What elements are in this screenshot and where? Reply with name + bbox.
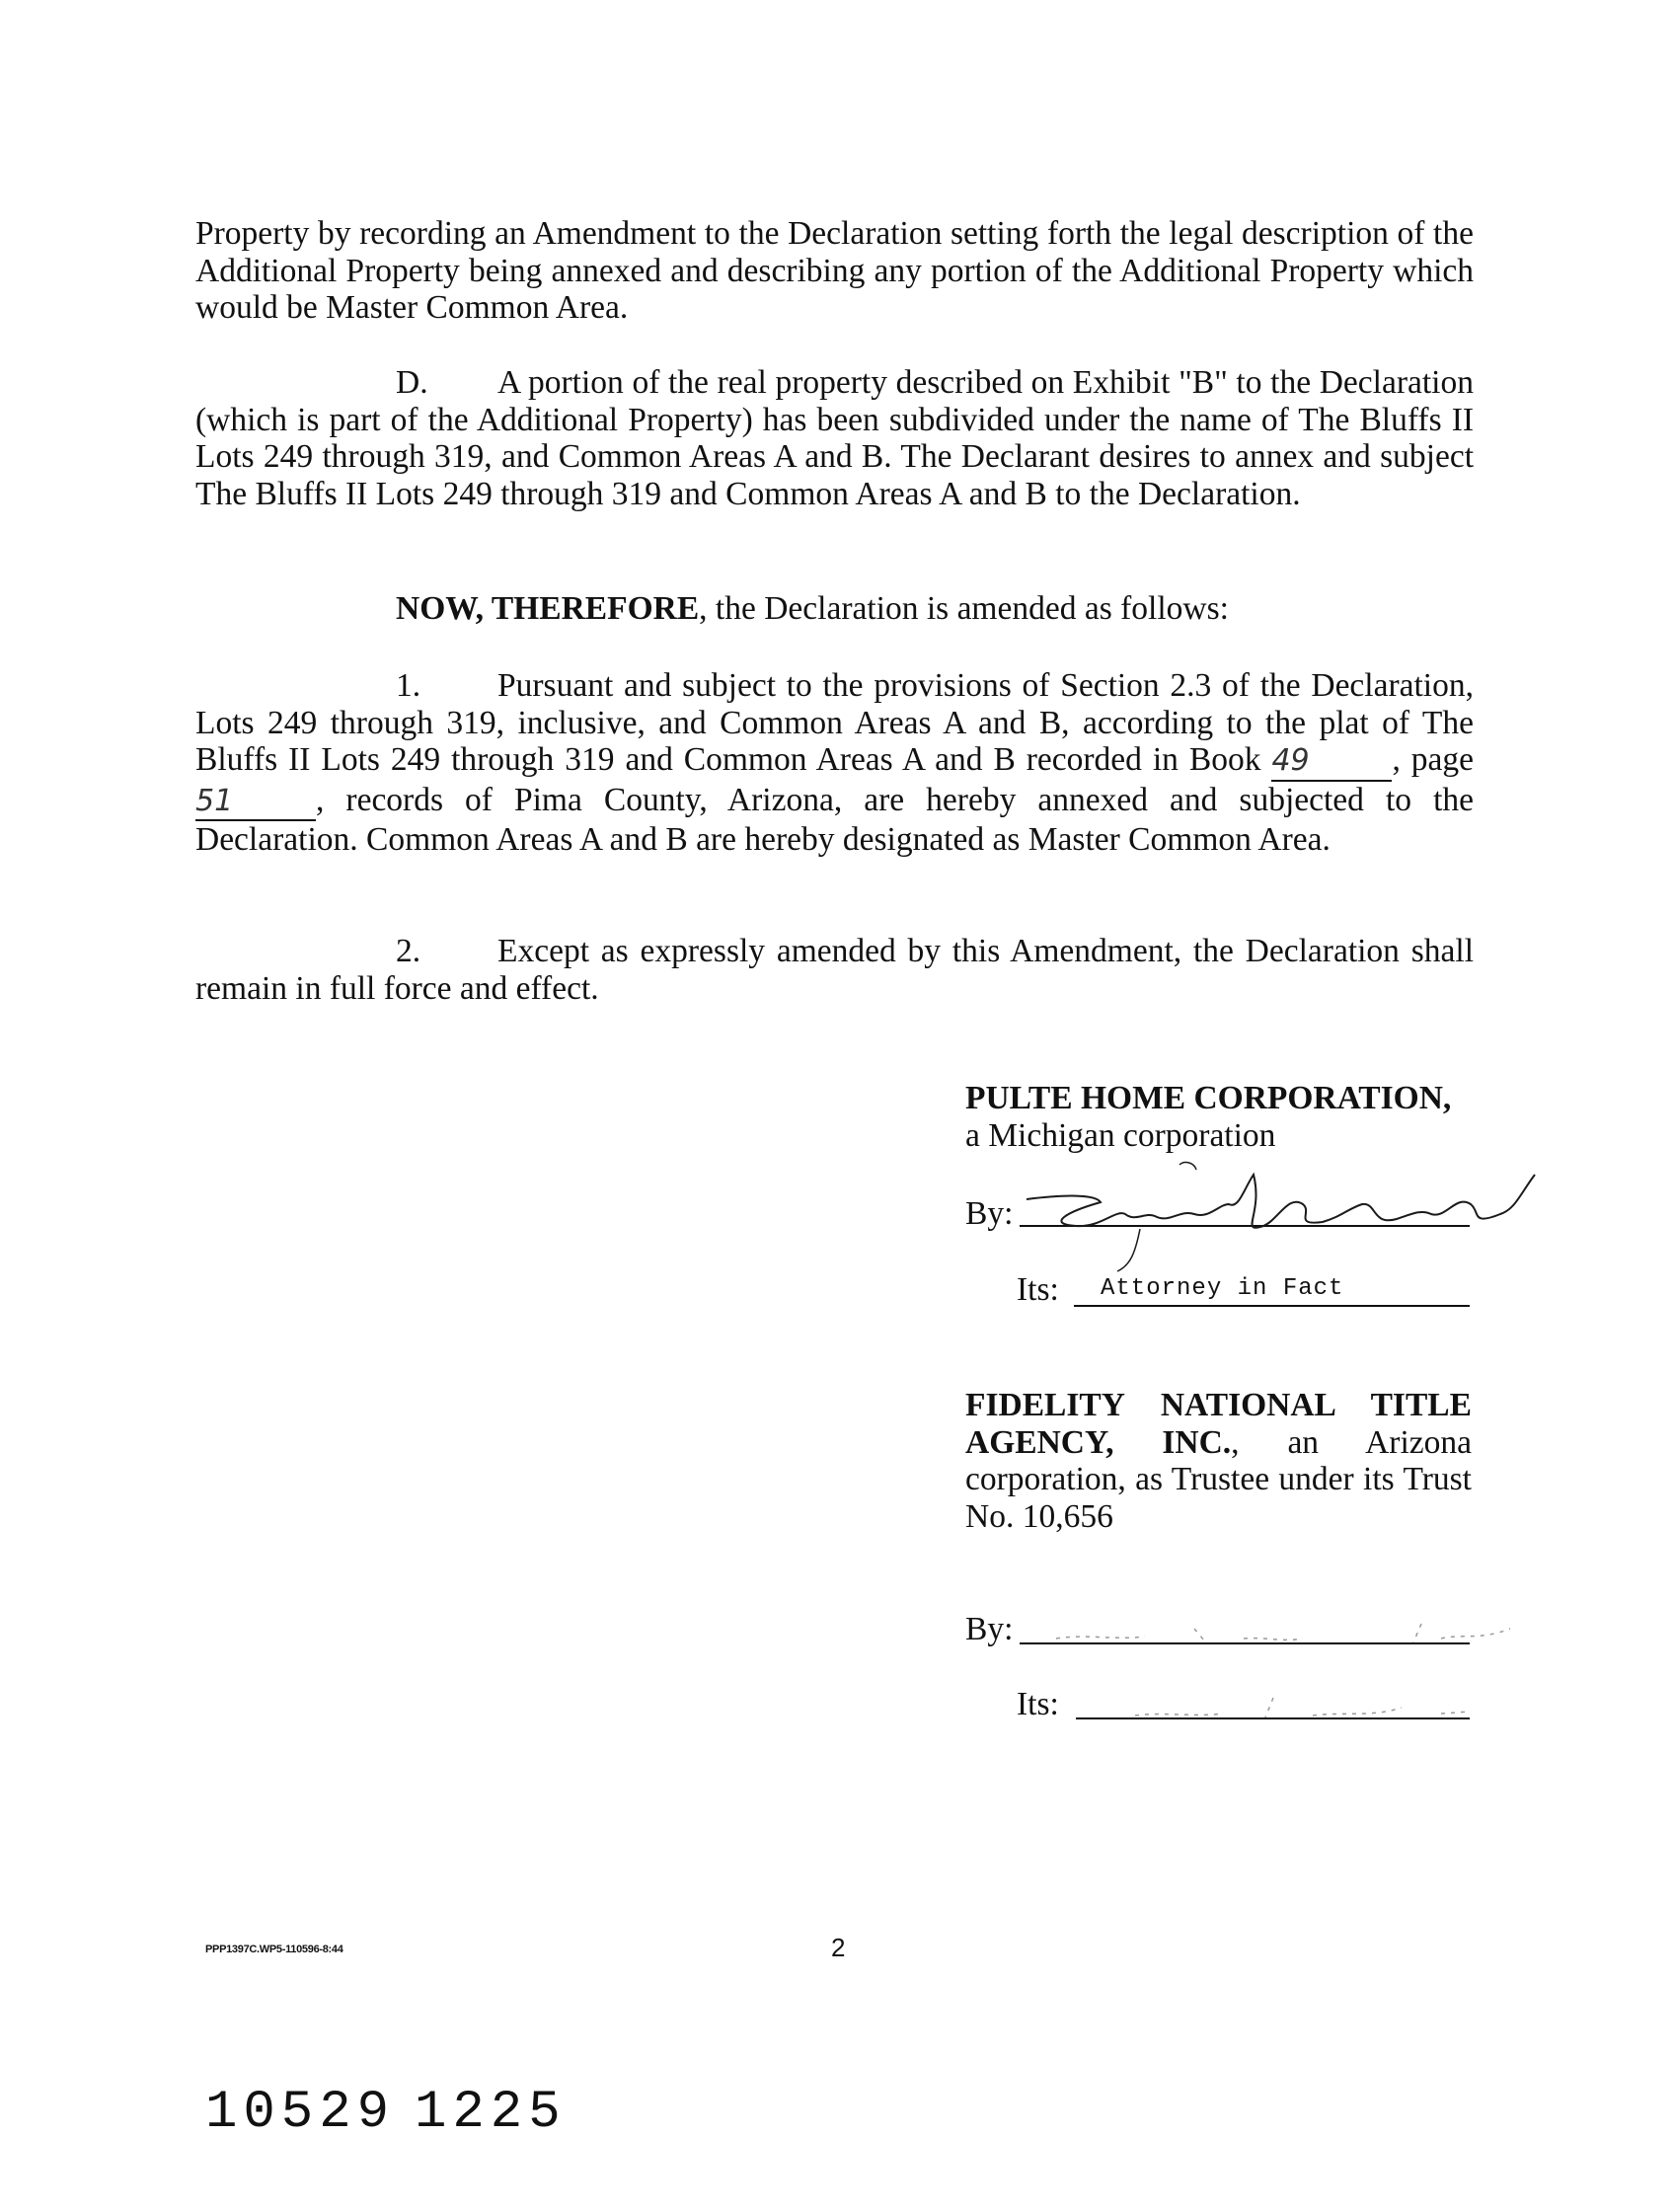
item-1-number: 1. (396, 667, 421, 704)
paragraph-d-text: A portion of the real property described on Exhibit "B" to the Declaration (which is part of the Additional Property) has been subdivided under the name of The Bluffs II Lots 249 through 319, and Common Areas A and B. The Declarant desires to annex and subject The Bluffs II Lots 249 through 319 and Common Areas A and B to the Declaration. (195, 364, 1474, 512)
paragraph-d-label: D. (396, 364, 428, 401)
page-number-blank (195, 782, 316, 822)
book-number-blank (1271, 741, 1392, 782)
pulte-company-desc: a Michigan corporation (965, 1116, 1276, 1154)
item-1-text-b: , page (1392, 741, 1475, 778)
item-1-text-c: , records of Pima County, Arizona, are hereby annexed and subjected to the Declaration. Common Areas A and B are hereby designated as Master Common Area. (195, 781, 1474, 858)
pulte-company-name: PULTE HOME CORPORATION, (965, 1080, 1452, 1116)
item-2-text: Except as expressly amended by this Amendment, the Declaration shall remain in full force and effect. (195, 933, 1474, 1007)
page-number-handwritten: 51 (195, 783, 234, 818)
paragraph-intro-text: Property by recording an Amendment to the Declaration setting forth the legal description of the Additional Property being annexed and describing any portion of the Additional Property which would be Master Common Area. (195, 215, 1474, 326)
pulte-its-label: Its: (1017, 1271, 1059, 1308)
fidelity-signature-block (965, 1387, 1472, 1535)
pulte-its-line (1074, 1305, 1470, 1307)
pulte-by-label: By: (965, 1195, 1014, 1232)
record-stamp-book: 10529 (205, 2083, 396, 2143)
item-1-text-a: Pursuant and subject to the provisions of Section 2.3 of the Declaration, Lots 249 through 319, inclusive, and Common Areas A and B, according to the plat of The Bluffs II Lots 249 through 319 and Common Areas A and B recorded in Book (195, 667, 1474, 778)
page-number: 2 (831, 1933, 846, 1962)
fidelity-by-label: By: (965, 1611, 1014, 1647)
fidelity-company-desc: , an Arizona corporation, as Trustee under its Trust No. 10,656 (965, 1423, 1472, 1535)
now-therefore-bold: NOW, THEREFORE (396, 590, 700, 627)
now-therefore-line (195, 590, 1474, 628)
fidelity-company-name: FIDELITY NATIONAL TITLE AGENCY, INC. (965, 1387, 1472, 1461)
pulte-its-value: Attorney in Fact (1101, 1275, 1344, 1302)
book-number-handwritten: 49 (1271, 743, 1310, 778)
item-2 (195, 933, 1474, 1007)
pulte-signature-block (965, 1080, 1472, 1154)
fidelity-signature-faint (1046, 1599, 1530, 1658)
item-2-number: 2. (396, 933, 421, 969)
paragraph-intro (195, 215, 1474, 327)
fidelity-its-faint (1115, 1678, 1530, 1727)
paragraph-d (195, 364, 1474, 512)
record-stamp-page: 1225 (415, 2083, 567, 2143)
pulte-signature (1007, 1155, 1560, 1273)
item-1 (195, 667, 1474, 859)
document-code: PPP1397C.WP5-110596-8:44 (205, 1944, 343, 1955)
fidelity-its-label: Its: (1017, 1686, 1059, 1722)
now-therefore-rest: , the Declaration is amended as follows: (699, 590, 1229, 627)
